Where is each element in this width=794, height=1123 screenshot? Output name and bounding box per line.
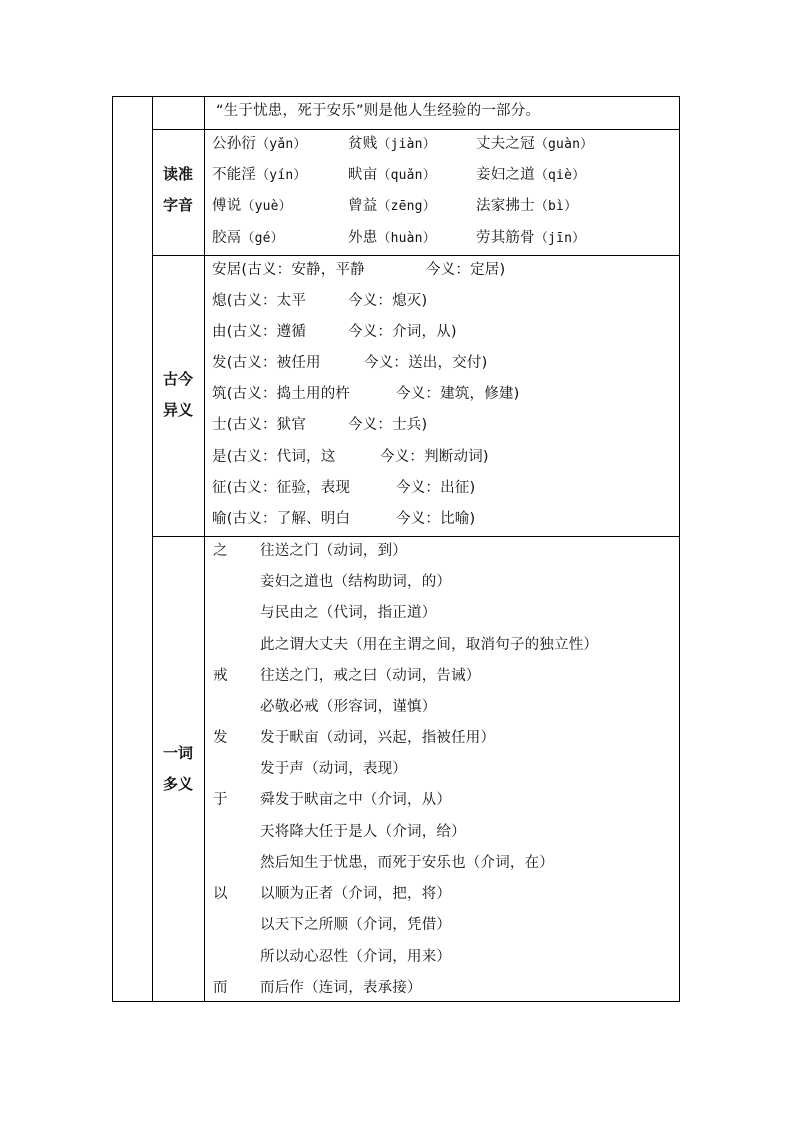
ancient-meaning: 征(古义：征验，表现 <box>212 480 351 496</box>
ancient-modern-heading-2: 异义 <box>162 401 193 419</box>
border-col2 <box>204 96 205 1002</box>
ancient-meaning: 熄(古义：太平 <box>212 293 307 309</box>
polysemy-example: 而后作（连词，表承接） <box>260 980 422 996</box>
pron-word: 丈夫之冠（guàn） <box>476 136 594 152</box>
modern-meaning: 今义：介词，从) <box>348 324 457 340</box>
polysemy-example: 舜发于畎亩之中（介词，从） <box>260 792 452 808</box>
border-left <box>112 96 113 1002</box>
modern-meaning: 今义：比喻) <box>396 511 476 527</box>
polysemy-example: 所以动心忍性（介词，用来） <box>260 949 452 965</box>
study-table <box>112 96 680 1002</box>
pronunciation-heading-2: 字音 <box>162 196 193 214</box>
polysemy-char: 于 <box>213 792 228 808</box>
pron-word: 公孙衍（yǎn） <box>212 136 307 152</box>
intro-text: “生于忧患，死于安乐”则是他人生经验的一部分。 <box>216 103 541 119</box>
pron-word: 劳其筋骨（jīn） <box>476 230 586 246</box>
pron-word: 贫贱（jiàn） <box>348 136 436 152</box>
pronunciation-heading-1: 读准 <box>162 165 193 183</box>
ancient-meaning: 筑(古义：捣土用的杵 <box>212 386 351 402</box>
polysemy-example: 发于声（动词，表现） <box>260 761 407 777</box>
pron-word: 畎亩（quǎn） <box>348 167 436 183</box>
modern-meaning: 今义：判断动词) <box>380 449 489 465</box>
polysemy-char: 而 <box>213 980 228 996</box>
modern-meaning: 今义：熄灭) <box>348 293 428 309</box>
modern-meaning: 今义：出征) <box>396 480 476 496</box>
ancient-meaning: 喻(古义：了解、明白 <box>212 511 351 527</box>
polysemy-example: 天将降大任于是人（介词，给） <box>260 824 466 840</box>
border-right <box>679 96 680 1002</box>
polysemy-example: 妾妇之道也（结构助词，的） <box>260 574 452 590</box>
border-row2 <box>152 255 680 256</box>
polysemy-char: 戒 <box>213 668 228 684</box>
pron-word: 曾益（zēng） <box>348 198 436 214</box>
polysemy-example: 以天下之所顺（介词，凭借） <box>260 917 452 933</box>
pron-word: 胶鬲（gé） <box>212 230 284 246</box>
pron-word: 不能淫（yín） <box>212 167 307 183</box>
polysemy-char: 之 <box>213 543 228 559</box>
ancient-meaning: 士(古义：狱官 <box>212 417 307 433</box>
pron-word: 外患（huàn） <box>348 230 436 246</box>
polysemy-heading-2: 多义 <box>162 775 193 793</box>
ancient-meaning: 由(古义：遵循 <box>212 324 307 340</box>
polysemy-example: 以顺为正者（介词，把，将） <box>260 886 452 902</box>
modern-meaning: 今义：士兵) <box>348 417 428 433</box>
pron-word: 傅说（yuè） <box>212 198 292 214</box>
modern-meaning: 今义：建筑，修建) <box>396 386 520 402</box>
polysemy-char: 发 <box>213 730 228 746</box>
ancient-modern-heading-1: 古今 <box>162 370 193 388</box>
border-bottom <box>112 1001 680 1002</box>
ancient-meaning: 安居(古义：安静，平静 <box>212 262 365 278</box>
polysemy-example: 往送之门（动词，到） <box>260 543 407 559</box>
polysemy-example: 此之谓大丈夫（用在主谓之间，取消句子的独立性） <box>260 637 599 653</box>
polysemy-example: 发于畎亩（动词，兴起，指被任用） <box>260 730 496 746</box>
ancient-meaning: 发(古义：被任用 <box>212 355 321 371</box>
polysemy-char: 以 <box>213 886 228 902</box>
border-row3 <box>152 536 680 537</box>
polysemy-example: 往送之门，戒之曰（动词，告诫） <box>260 668 481 684</box>
ancient-meaning: 是(古义：代词，这 <box>212 449 336 465</box>
pron-word: 妾妇之道（qiè） <box>476 167 586 183</box>
polysemy-example: 与民由之（代词，指正道） <box>260 605 437 621</box>
border-row1 <box>152 129 680 130</box>
polysemy-example: 必敬必戒（形容词，谨慎） <box>260 699 437 715</box>
polysemy-example: 然后知生于忧患，而死于安乐也（介词，在） <box>260 855 554 871</box>
modern-meaning: 今义：送出，交付) <box>364 355 488 371</box>
modern-meaning: 今义：定居) <box>426 262 506 278</box>
pron-word: 法家拂士（bì） <box>476 198 578 214</box>
border-top <box>112 96 680 97</box>
polysemy-heading-1: 一词 <box>162 744 193 762</box>
border-col1 <box>152 96 153 1002</box>
